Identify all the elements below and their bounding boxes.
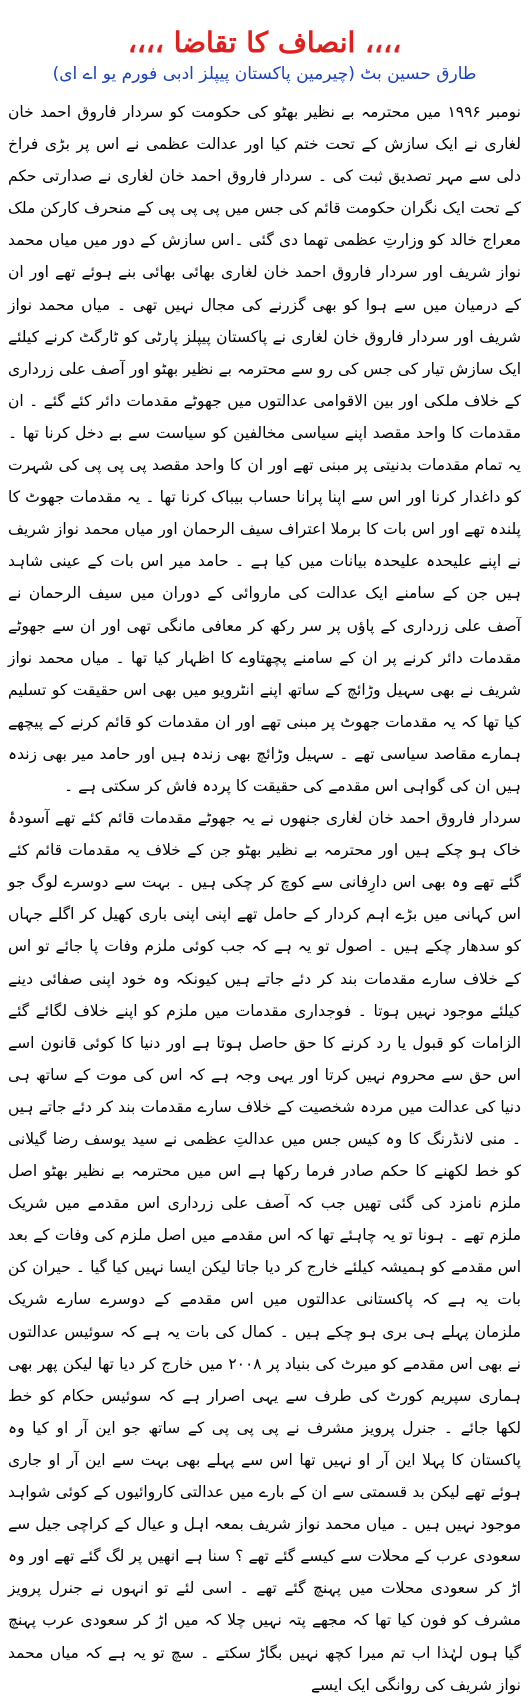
- paragraph: نومبر ۱۹۹۶ میں محترمہ بے نظیر بھٹو کی حکومت کو سردار فاروق احمد خان لغاری نے ایک سازش کے تحت ختم کیا اور عدالت عظمی نے اس پر بڑی فراخ دلی سے مہر تصدیق ثبت کی ۔ سردار فاروق احمد خان لغاری نے صدارتی حکم کے تحت ایک نگران حکومت قائم کی جس میں پی پی پی کے منحرف کارکن ملک معراج خالد کو وزارتِ عظمی تھما دی گئی ۔اس سازش کے دور میں میاں محمد نواز شریف اور سردار فاروق احمد خان لغاری بھائی بھائی بنے ہوئے تھے اور ان کے درمیان میں سے ہوا کو بھی گزرنے کی مجال نہیں تھی ۔ میاں محمد نواز شریف اور سردار فاروق خان لغاری نے پاکستان پیپلز پارٹی کو ٹارگٹ کرنے کیلئے ایک سازش تیار کی جس کی رو سے محترمہ بے نظیر بھٹو اور آصف علی زرداری کے خلاف ملکی اور بین الاقوامی عدالتوں میں جھوٹے مقدمات دائر کئے گئے ۔ ان مقدمات کا واحد مقصد اپنے سیاسی مخالفین کو سیاست سے بے دخل کرنا تھا ۔ یہ تمام مقدمات بدنیتی پر مبنی تھے اور ان کا واحد مقصد پی پی پی کی شہرت کو داغدار کرنا اور اس سے اپنا پرانا حساب بیباک کرنا تھا ۔ یہ مقدمات جھوٹ کا پلندہ تھے اور اس بات کا برملا اعتراف سیف الرحمان اور میاں محمد نواز شریف نے اپنے علیحدہ علیحدہ بیانات میں کیا ہے ۔ حامد میر اس بات کے عینی شاہد ہیں جن کے سامنے ایک عدالت کی ماروائی کے دوران میں سیف الرحمان نے آصف علی زرداری کے پاؤں پر سر رکھ کر معافی مانگی تھی اور ان سے جھوٹے مقدمات دائر کرنے پر ان کے سامنے پچھتاوے کا اظہار کیا تھا ۔ میاں محمد نواز شریف نے بھی سہیل وڑائچ کے ساتھ اپنے انٹرویو میں بھی اس حقیقت کو تسلیم کیا تھا کہ یہ مقدمات جھوٹ پر مبنی تھے اور ان مقدمات کو قائم کرنے کے پیچھے ہمارے مقاصد سیاسی تھے ۔ سہیل وڑائچ بھی زندہ ہیں اور حامد میر بھی زندہ ہیں ان کی گواہی اس مقدمے کی حقیقت کا پردہ فاش کر سکتی ہے ۔: [8, 103, 521, 795]
- article-title: ،،،، انصاف کا تقاضا ،،،،: [127, 25, 402, 59]
- paragraph: سردار فاروق احمد خان لغاری جنھوں نے یہ جھوٹے مقدمات قائم کئے تھے آسودۂ خاک ہو چکے ہیں اور محترمہ بے نظیر بھٹو جن کے خلاف یہ مقدمات قائم کئے گئے تھے وہ بھی اس دارِفانی سے کوچ کر چکی ہیں ۔ بہت سے دوسرے لوگ جو اس کہانی میں بڑے اہم کردار کے حامل تھے اپنی اپنی باری کھیل کر اگلے جہاں کو سدھار چکے ہیں ۔ اصول تو یہ ہے کہ جب کوئی ملزم وفات پا جائے تو اس کے خلاف سارے مقدمات بند کر دئے جاتے ہیں کیونکہ وہ خود اپنی صفائی دینے کیلئے موجود نہیں ہوتا ۔ فوجداری مقدمات میں ملزم کو اپنے خلاف لگائے گئے الزامات کو قبول یا رد کرنے کا حق حاصل ہوتا ہے اور دنیا کا کوئی قانون اسے اس حق سے محروم نہیں کرتا اور یہی وجہ ہے کہ اس کی موت کے ساتھ ہی دنیا کی عدالت میں مردہ شخصیت کے خلاف سارے مقدمات بند کر دئے جاتے ہیں ۔ منی لانڈرنگ کا وہ کیس جس میں عدالتِ عظمی نے سید یوسف رضا گیلانی کو خط لکھنے کا حکم صادر فرما رکھا ہے اس میں محترمہ بے نظیر بھٹو اصل ملزم نامزد کی گئی تھیں جب کہ آصف علی زرداری اس مقدمے میں شریک ملزم تھے ۔ ہونا تو یہ چاہئے تھا کہ اس مقدمے میں اصل ملزم کی وفات کے بعد اس مقدمے کو ہمیشہ کیلئے خارج کر دیا جاتا لیکن ایسا نہیں کیا گیا ۔ حیران کن بات یہ ہے کہ پاکستانی عدالتوں میں اس مقدمے کے دوسرے سارے شریک ملزمان پہلے ہی بری ہو چکے ہیں ۔ کمال کی بات یہ ہے کہ سوئیس عدالتوں نے بھی اس مقدمے کو میرٹ کی بنیاد پر ۲۰۰۸ میں خارج کر دیا تھا لیکن پھر بھی ہماری سپریم کورٹ کی طرف سے یہی اصرار ہے کہ سوئیس حکام کو خط لکھا جائے ۔ جنرل پرویز مشرف نے پی پی پی کے ساتھ جو این آر او کیا وہ پاکستان کا پہلا این آر او نہیں تھا اس سے پہلے بھی بہت سے این آر او جاری ہوئے تھے لیکن بد قسمتی سے ان کے بارے میں عدالتی کاروائیوں کے کوئی شواہد موجود نہیں ہیں ۔ میاں محمد نواز شریف بمعہ اہل و عیال کے کراچی جیل سے سعودی عرب کے محلات سے کیسے گئے تھے ؟ سنا ہے انھیں پر لگ گئے تھے اور وہ اڑ کر سعودی محلات میں پہنچ گئے تھے ۔ اسی لئے تو انہوں نے جنرل پرویز مشرف کو فون کیا تھا کہ مجھے پتہ نہیں چلا کہ میں اڑ کر سعودی عرب پہنچ گیا ہوں لہٰذا اب تم میرا کچھ نہیں بگاڑ سکتے ۔ سچ تو یہ ہے کہ میاں محمد نواز شریف کی روانگی ایک ایسے: [8, 809, 521, 1694]
- article-body: [8, 96, 521, 1701]
- author-byline: طارق حسین بٹ (چیرمین پاکستان پیپلز ادبی فورم یو اے ای): [52, 64, 477, 84]
